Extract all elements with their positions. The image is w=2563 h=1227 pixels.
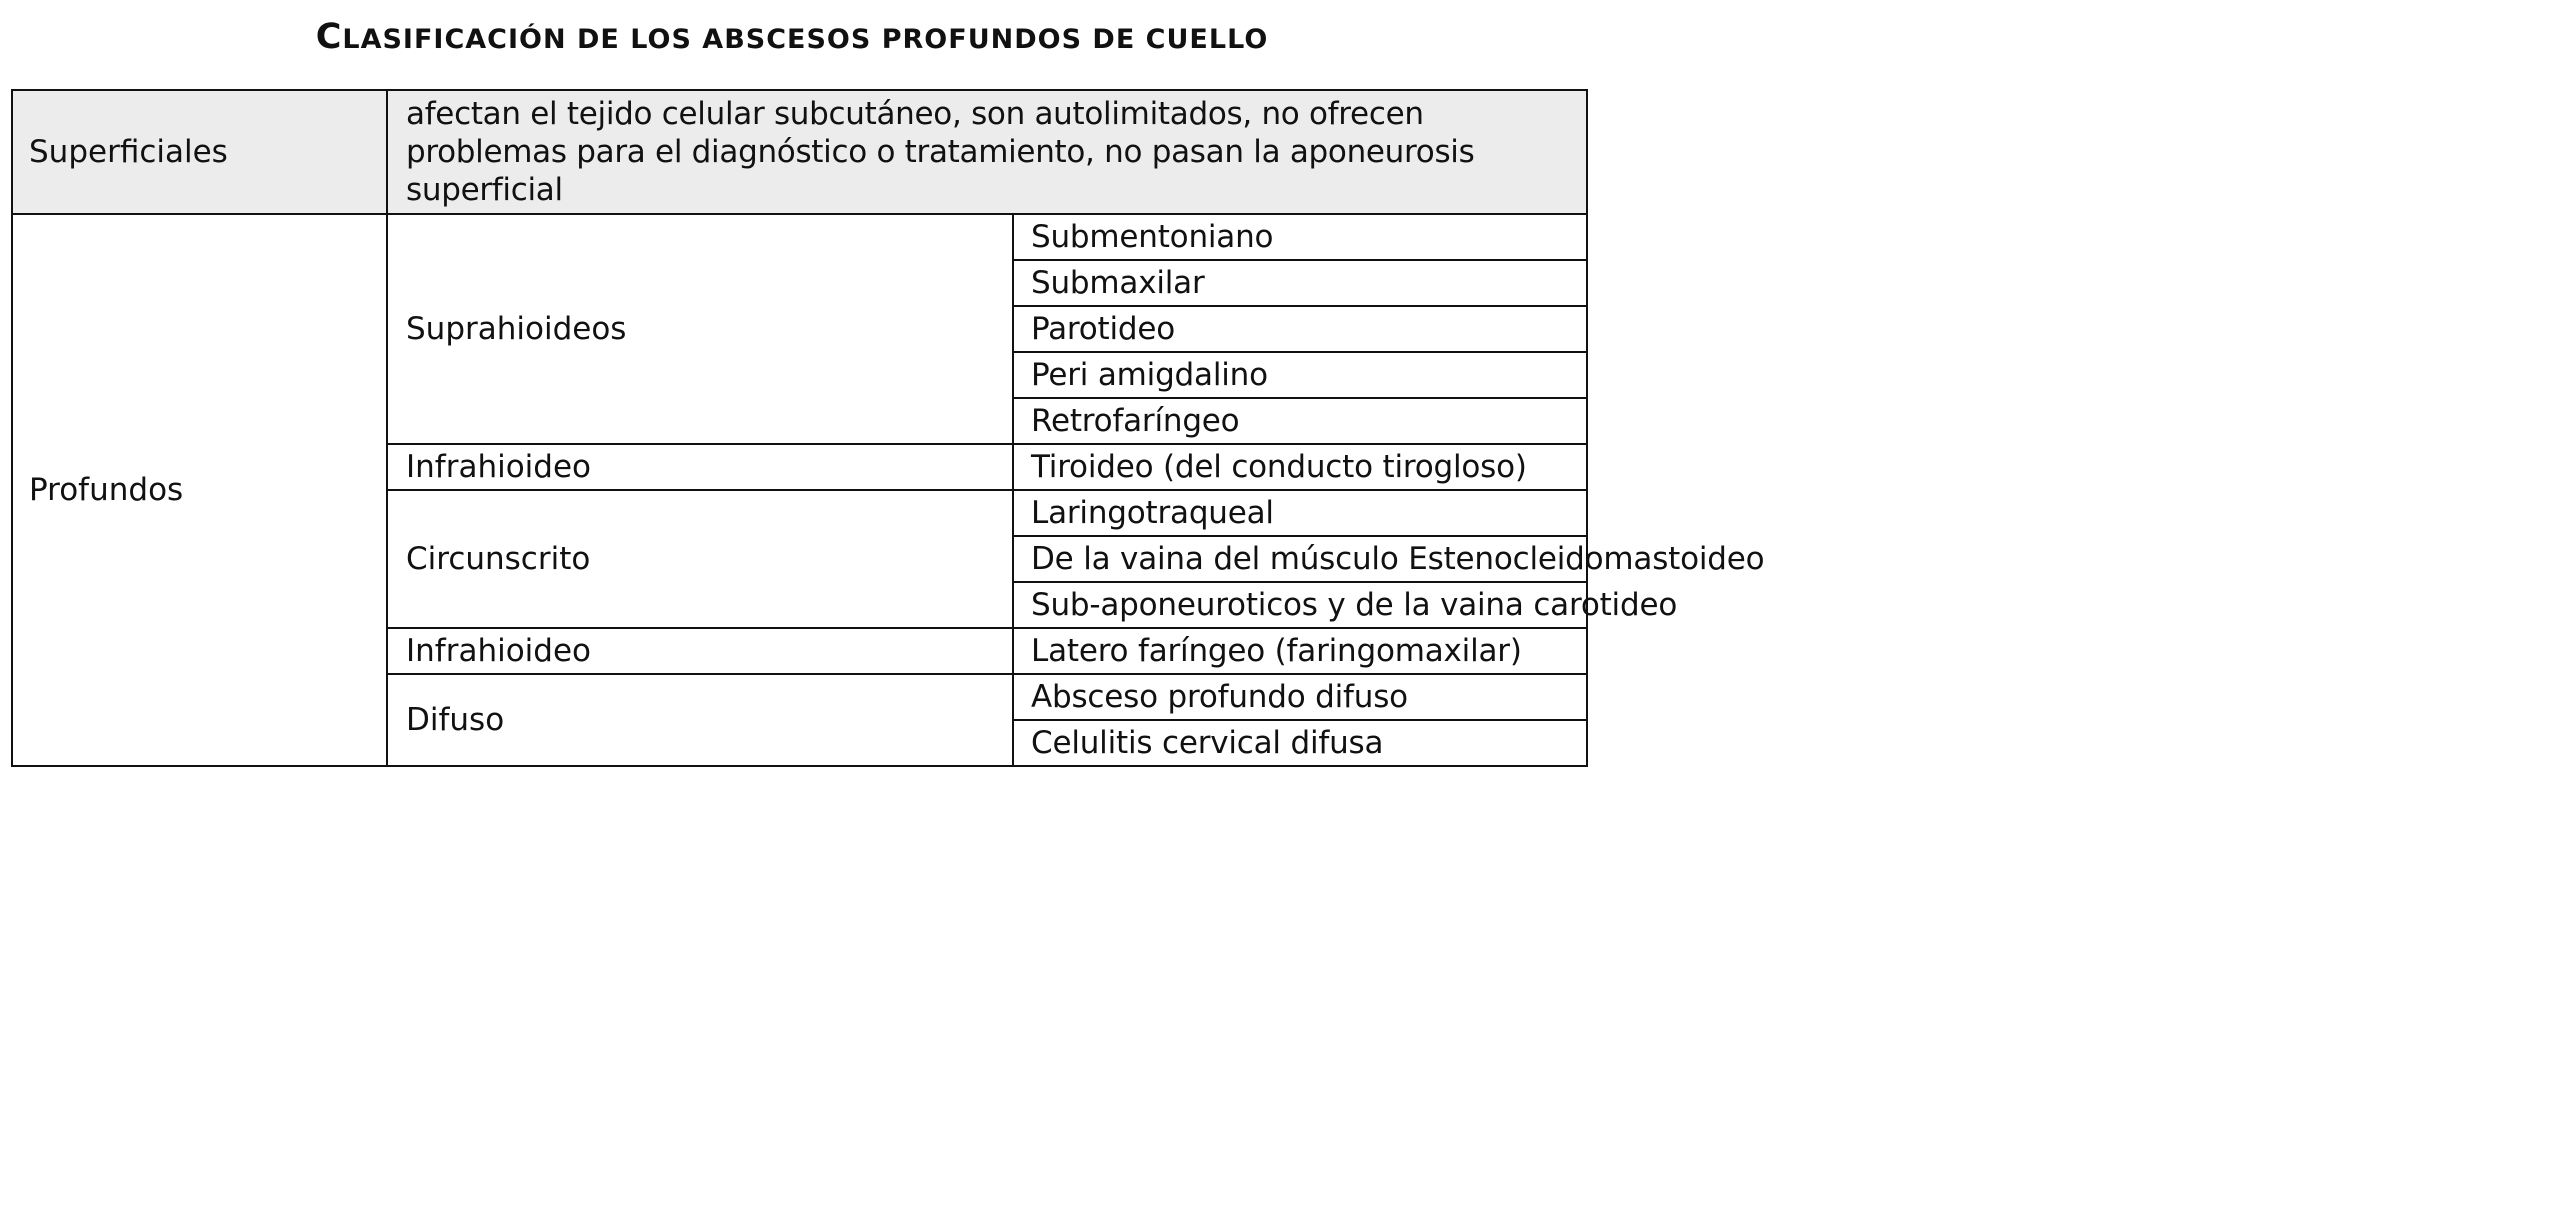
cell-item: Peri amigdalino [1013, 352, 1587, 398]
title-rest: DE LOS ABSCESOS PROFUNDOS DE CUELLO [577, 24, 1269, 55]
cell-item: Tiroideo (del conducto tirogloso) [1013, 444, 1587, 490]
cell-item: Celulitis cervical difusa [1013, 720, 1587, 766]
cell-item: Absceso profundo difuso [1013, 674, 1587, 720]
cell-group-label: Infrahioideo [387, 628, 1013, 674]
cell-item: Parotideo [1013, 306, 1587, 352]
cell-item: Sub-aponeuroticos y de la vaina carotideo [1013, 582, 1587, 628]
cell-item: De la vaina del músculo Estenocleidomastoideo [1013, 536, 1587, 582]
cell-item: Submentoniano [1013, 214, 1587, 260]
page-title [0, 12, 1584, 65]
cell-group-label: Circunscrito [387, 490, 1013, 628]
classification-table [11, 89, 1765, 767]
cell-group-label: Suprahioideos [387, 214, 1013, 444]
cell-group-label: Infrahioideo [387, 444, 1013, 490]
cell-item: Latero faríngeo (faringomaxilar) [1013, 628, 1587, 674]
cell-superficial-label: Superficiales [12, 90, 387, 214]
cell-profundos-label: Profundos [12, 214, 387, 766]
cell-item: Laringotraqueal [1013, 490, 1587, 536]
table-row [12, 214, 1587, 260]
cell-group-label: Difuso [387, 674, 1013, 766]
cell-item: Retrofaríngeo [1013, 398, 1587, 444]
title-initial: C [315, 17, 343, 57]
table-row-superficial [12, 90, 1587, 214]
cell-item: Submaxilar [1013, 260, 1587, 306]
title-first-word: LASIFICACIÓN [342, 24, 567, 55]
cell-superficial-description: afectan el tejido celular subcutáneo, son autolimitados, no ofrecen problemas para el diagnóstico o tratamiento, no pasan la aponeurosis superficial [387, 90, 1587, 214]
